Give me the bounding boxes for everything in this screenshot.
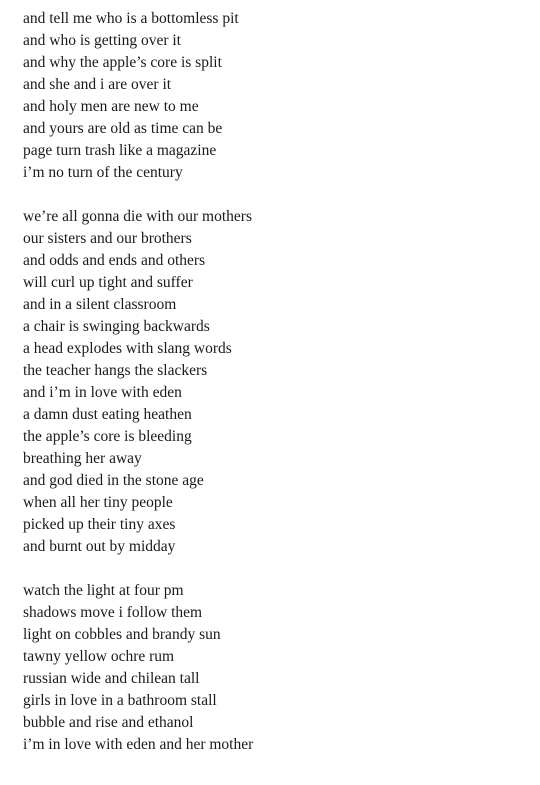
poem-page	[23, 8, 523, 756]
poem-line: we’re all gonna die with our mothers	[23, 208, 252, 225]
poem-line: and yours are old as time can be	[23, 120, 223, 137]
poem-line: and odds and ends and others	[23, 252, 206, 269]
poem-line: a head explodes with slang words	[23, 340, 232, 357]
poem-line: the apple’s core is bleeding	[23, 428, 192, 445]
poem-line: and i’m in love with eden	[23, 384, 182, 401]
poem-line: and in a silent classroom	[23, 296, 177, 313]
poem-line: a damn dust eating heathen	[23, 406, 192, 423]
poem-line: our sisters and our brothers	[23, 230, 192, 247]
stanza-1	[23, 8, 523, 184]
poem-line: and she and i are over it	[23, 76, 172, 93]
poem-line: and why the apple’s core is split	[23, 54, 222, 71]
poem-line: page turn trash like a magazine	[23, 142, 217, 159]
poem-line: will curl up tight and suffer	[23, 274, 193, 291]
poem-line: when all her tiny people	[23, 494, 173, 511]
poem-line: i’m in love with eden and her mother	[23, 736, 254, 753]
poem-line: and burnt out by midday	[23, 538, 176, 555]
poem-line: bubble and rise and ethanol	[23, 714, 194, 731]
stanza-3	[23, 580, 523, 756]
poem-line: watch the light at four pm	[23, 582, 184, 599]
poem-line: and tell me who is a bottomless pit	[23, 10, 239, 27]
poem-line: russian wide and chilean tall	[23, 670, 200, 687]
poem-line: and holy men are new to me	[23, 98, 199, 115]
poem-line: i’m no turn of the century	[23, 164, 183, 181]
poem-line: shadows move i follow them	[23, 604, 203, 621]
poem-line: the teacher hangs the slackers	[23, 362, 208, 379]
poem-line: picked up their tiny axes	[23, 516, 176, 533]
poem-line: tawny yellow ochre rum	[23, 648, 175, 665]
stanza-2	[23, 206, 523, 558]
poem-line: light on cobbles and brandy sun	[23, 626, 221, 643]
poem-line: and who is getting over it	[23, 32, 181, 49]
poem-line: a chair is swinging backwards	[23, 318, 210, 335]
poem-line: and god died in the stone age	[23, 472, 204, 489]
poem-line: breathing her away	[23, 450, 142, 467]
poem-line: girls in love in a bathroom stall	[23, 692, 217, 709]
